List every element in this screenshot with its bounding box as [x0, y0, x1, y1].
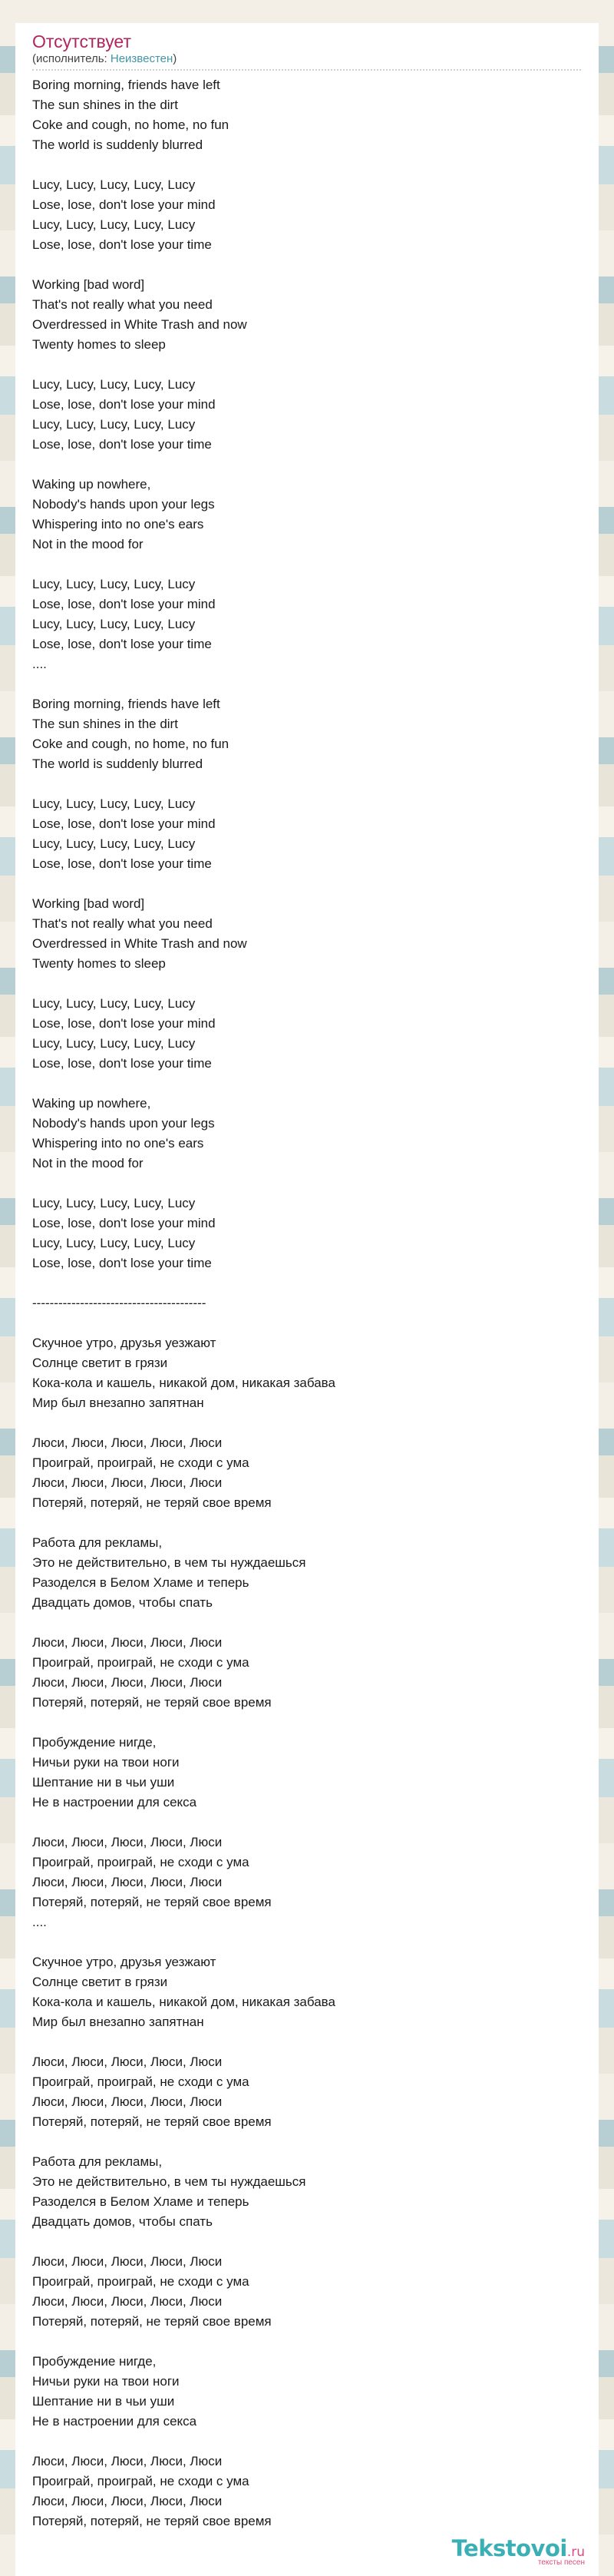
lyric-line: Nobody's hands upon your legs	[32, 1116, 215, 1131]
lyric-line: Проиграй, проиграй, не сходи с ума	[32, 2274, 249, 2289]
lyric-line: Lose, lose, don't lose your mind	[32, 1016, 216, 1031]
lyric-line: Люси, Люси, Люси, Люси, Люси	[32, 1875, 223, 1889]
lyric-blank-line	[32, 2432, 599, 2452]
song-title: Отсутствует	[32, 31, 131, 51]
lyric-line: Мир был внезапно запятнан	[32, 2015, 204, 2029]
lyric-line: Overdressed in White Trash and now	[32, 936, 247, 951]
lyric-line: Разоделся в Белом Хламе и теперь	[32, 2194, 249, 2209]
lyric-line: Not in the mood for	[32, 1156, 144, 1170]
lyric-line: Шептание ни в чьи уши	[32, 2394, 175, 2409]
lyric-line: Lose, lose, don't lose your mind	[32, 197, 216, 212]
lyric-line: Люси, Люси, Люси, Люси, Люси	[32, 1835, 223, 1849]
lyric-line: Lucy, Lucy, Lucy, Lucy, Lucy	[32, 996, 196, 1011]
lyric-line: Работа для рекламы,	[32, 2154, 163, 2169]
lyric-line: Люси, Люси, Люси, Люси, Люси	[32, 1435, 223, 1450]
lyric-line: Lucy, Lucy, Lucy, Lucy, Lucy	[32, 796, 196, 811]
lyric-line: That's not really what you need	[32, 916, 213, 931]
lyric-line: Люси, Люси, Люси, Люси, Люси	[32, 1675, 223, 1690]
lyric-line: Шептание ни в чьи уши	[32, 1775, 175, 1790]
lyric-blank-line	[32, 1273, 599, 1293]
lyric-blank-line	[32, 974, 599, 994]
lyric-blank-line	[32, 2232, 599, 2252]
lyric-line: Потеряй, потеряй, не теряй свое время	[32, 1495, 272, 1510]
lyric-line: Lose, lose, don't lose your time	[32, 437, 212, 452]
lyric-line: Whispering into no one's ears	[32, 1136, 204, 1151]
lyric-line: Скучное утро, друзья уезжают	[32, 1336, 216, 1350]
lyric-line: Потеряй, потеряй, не теряй свое время	[32, 2514, 272, 2528]
lyric-line: Двадцать домов, чтобы спать	[32, 2214, 213, 2229]
lyric-blank-line	[32, 1932, 599, 1952]
lyric-line: Lucy, Lucy, Lucy, Lucy, Lucy	[32, 217, 196, 232]
lyric-blank-line	[32, 1174, 599, 1194]
lyric-blank-line	[32, 1813, 599, 1833]
lyric-line: Lose, lose, don't lose your time	[32, 856, 212, 871]
lyric-line: ----------------------------------------	[32, 1296, 206, 1310]
lyric-line: Проиграй, проиграй, не сходи с ума	[32, 2474, 249, 2488]
lyric-line: Ничьи руки на твои ноги	[32, 1755, 180, 1770]
lyric-line: Lose, lose, don't lose your time	[32, 1256, 212, 1270]
lyric-blank-line	[32, 1074, 599, 1094]
lyric-line: Работа для рекламы,	[32, 1535, 163, 1550]
lyric-line: Lose, lose, don't lose your time	[32, 237, 212, 252]
lyric-line: That's not really what you need	[32, 297, 213, 312]
lyric-line: The world is suddenly blurred	[32, 757, 203, 771]
artist-suffix: )	[173, 52, 177, 65]
lyric-line: Waking up nowhere,	[32, 1096, 151, 1111]
lyric-line: Скучное утро, друзья уезжают	[32, 1955, 216, 1969]
lyric-line: Люси, Люси, Люси, Люси, Люси	[32, 2494, 223, 2508]
lyric-line: Ничьи руки на твои ноги	[32, 2374, 180, 2389]
lyric-line: Люси, Люси, Люси, Люси, Люси	[32, 2294, 223, 2309]
lyric-line: Потеряй, потеряй, не теряй свое время	[32, 1695, 272, 1710]
artist-prefix: (исполнитель:	[32, 52, 111, 65]
lyric-line: Это не действительно, в чем ты нуждаешься	[32, 1555, 306, 1570]
lyric-line: Проиграй, проиграй, не сходи с ума	[32, 1455, 249, 1470]
lyric-line: Lucy, Lucy, Lucy, Lucy, Lucy	[32, 577, 196, 591]
lyric-line: The world is suddenly blurred	[32, 137, 203, 152]
lyric-line: Не в настроении для секса	[32, 1795, 197, 1809]
lyric-line: Lose, lose, don't lose your mind	[32, 1216, 216, 1230]
lyric-line: Солнце светит в грязи	[32, 1356, 168, 1370]
lyric-line: Working [bad word]	[32, 277, 145, 292]
lyric-line: Мир был внезапно запятнан	[32, 1396, 204, 1410]
lyric-line: Not in the mood for	[32, 537, 144, 551]
lyric-line: Lucy, Lucy, Lucy, Lucy, Lucy	[32, 617, 196, 631]
lyric-line: The sun shines in the dirt	[32, 98, 178, 112]
lyric-line: Lose, lose, don't lose your time	[32, 637, 212, 651]
lyric-blank-line	[32, 255, 599, 275]
lyric-line: Boring morning, friends have left	[32, 78, 220, 92]
lyric-line: Кока-кола и кашель, никакой дом, никакая забава	[32, 1995, 335, 2009]
lyric-line: Потеряй, потеряй, не теряй свое время	[32, 2314, 272, 2329]
lyric-line: Boring morning, friends have left	[32, 697, 220, 711]
lyric-line: Overdressed in White Trash and now	[32, 317, 247, 332]
lyric-blank-line	[32, 155, 599, 175]
lyric-blank-line	[32, 1413, 599, 1433]
lyric-line: Lose, lose, don't lose your time	[32, 1056, 212, 1071]
lyric-blank-line	[32, 674, 599, 694]
lyric-line: Twenty homes to sleep	[32, 956, 166, 971]
lyric-line: Проиграй, проиграй, не сходи с ума	[32, 1655, 249, 1670]
lyric-blank-line	[32, 455, 599, 475]
logo-tld: .ru	[566, 2545, 585, 2560]
lyric-line: Двадцать домов, чтобы спать	[32, 1595, 213, 1610]
lyric-line: Солнце светит в грязи	[32, 1975, 168, 1989]
lyric-blank-line	[32, 1713, 599, 1733]
lyric-line: Lose, lose, don't lose your mind	[32, 816, 216, 831]
lyric-line: Coke and cough, no home, no fun	[32, 118, 229, 132]
lyric-line: Пробуждение нигде,	[32, 2354, 157, 2369]
lyric-blank-line	[32, 1613, 599, 1633]
lyric-blank-line	[32, 1313, 599, 1333]
lyric-line: Пробуждение нигде,	[32, 1735, 157, 1750]
lyric-blank-line	[32, 355, 599, 375]
lyric-line: Проиграй, проиграй, не сходи с ума	[32, 1855, 249, 1869]
lyric-line: Lucy, Lucy, Lucy, Lucy, Lucy	[32, 377, 196, 392]
lyric-line: Lucy, Lucy, Lucy, Lucy, Lucy	[32, 1036, 196, 1051]
lyric-blank-line	[32, 774, 599, 794]
lyrics-text	[32, 75, 599, 2531]
lyric-blank-line	[32, 2332, 599, 2352]
lyric-line: Люси, Люси, Люси, Люси, Люси	[32, 2454, 223, 2468]
lyric-blank-line	[32, 2132, 599, 2152]
logo-tagline: тексты песен	[537, 2558, 585, 2567]
lyric-line: Люси, Люси, Люси, Люси, Люси	[32, 2254, 223, 2269]
lyric-line: Не в настроении для секса	[32, 2414, 197, 2429]
logo-name: Tekstovoi	[451, 2535, 567, 2561]
lyric-line: Люси, Люси, Люси, Люси, Люси	[32, 1475, 223, 1490]
lyrics-page	[15, 23, 599, 2576]
lyric-line: Lucy, Lucy, Lucy, Lucy, Lucy	[32, 177, 196, 192]
lyric-line: Люси, Люси, Люси, Люси, Люси	[32, 2094, 223, 2109]
lyric-blank-line	[32, 1513, 599, 1533]
artist-line	[32, 52, 599, 66]
lyric-line: Люси, Люси, Люси, Люси, Люси	[32, 2055, 223, 2069]
lyric-line: Это не действительно, в чем ты нуждаешься	[32, 2174, 306, 2189]
lyric-blank-line	[32, 874, 599, 894]
lyric-line: Lose, lose, don't lose your mind	[32, 397, 216, 412]
lyric-line: Waking up nowhere,	[32, 477, 151, 492]
lyric-line: Lucy, Lucy, Lucy, Lucy, Lucy	[32, 1196, 196, 1210]
lyric-line: ....	[32, 1915, 47, 1929]
lyric-blank-line	[32, 2032, 599, 2052]
lyric-line: Люси, Люси, Люси, Люси, Люси	[32, 1635, 223, 1650]
lyric-line: Проиграй, проиграй, не сходи с ума	[32, 2074, 249, 2089]
lyric-line: Потеряй, потеряй, не теряй свое время	[32, 1895, 272, 1909]
lyric-line: Lucy, Lucy, Lucy, Lucy, Lucy	[32, 836, 196, 851]
lyric-line: Разоделся в Белом Хламе и теперь	[32, 1575, 249, 1590]
lyric-line: Lucy, Lucy, Lucy, Lucy, Lucy	[32, 1236, 196, 1250]
lyric-line: Coke and cough, no home, no fun	[32, 737, 229, 751]
lyric-line: Working [bad word]	[32, 896, 145, 911]
lyric-line: Whispering into no one's ears	[32, 517, 204, 531]
lyric-line: Потеряй, потеряй, не теряй свое время	[32, 2114, 272, 2129]
lyric-blank-line	[32, 555, 599, 574]
lyric-line: Twenty homes to sleep	[32, 337, 166, 352]
site-logo[interactable]	[452, 2535, 585, 2567]
lyric-line: Lucy, Lucy, Lucy, Lucy, Lucy	[32, 417, 196, 432]
lyric-line: ....	[32, 657, 47, 671]
lyric-line: Кока-кола и кашель, никакой дом, никакая забава	[32, 1376, 335, 1390]
artist-link[interactable]: Неизвестен	[110, 52, 173, 65]
title-divider	[32, 69, 581, 71]
lyric-line: Lose, lose, don't lose your mind	[32, 597, 216, 611]
lyric-line: The sun shines in the dirt	[32, 717, 178, 731]
lyric-line: Nobody's hands upon your legs	[32, 497, 215, 512]
